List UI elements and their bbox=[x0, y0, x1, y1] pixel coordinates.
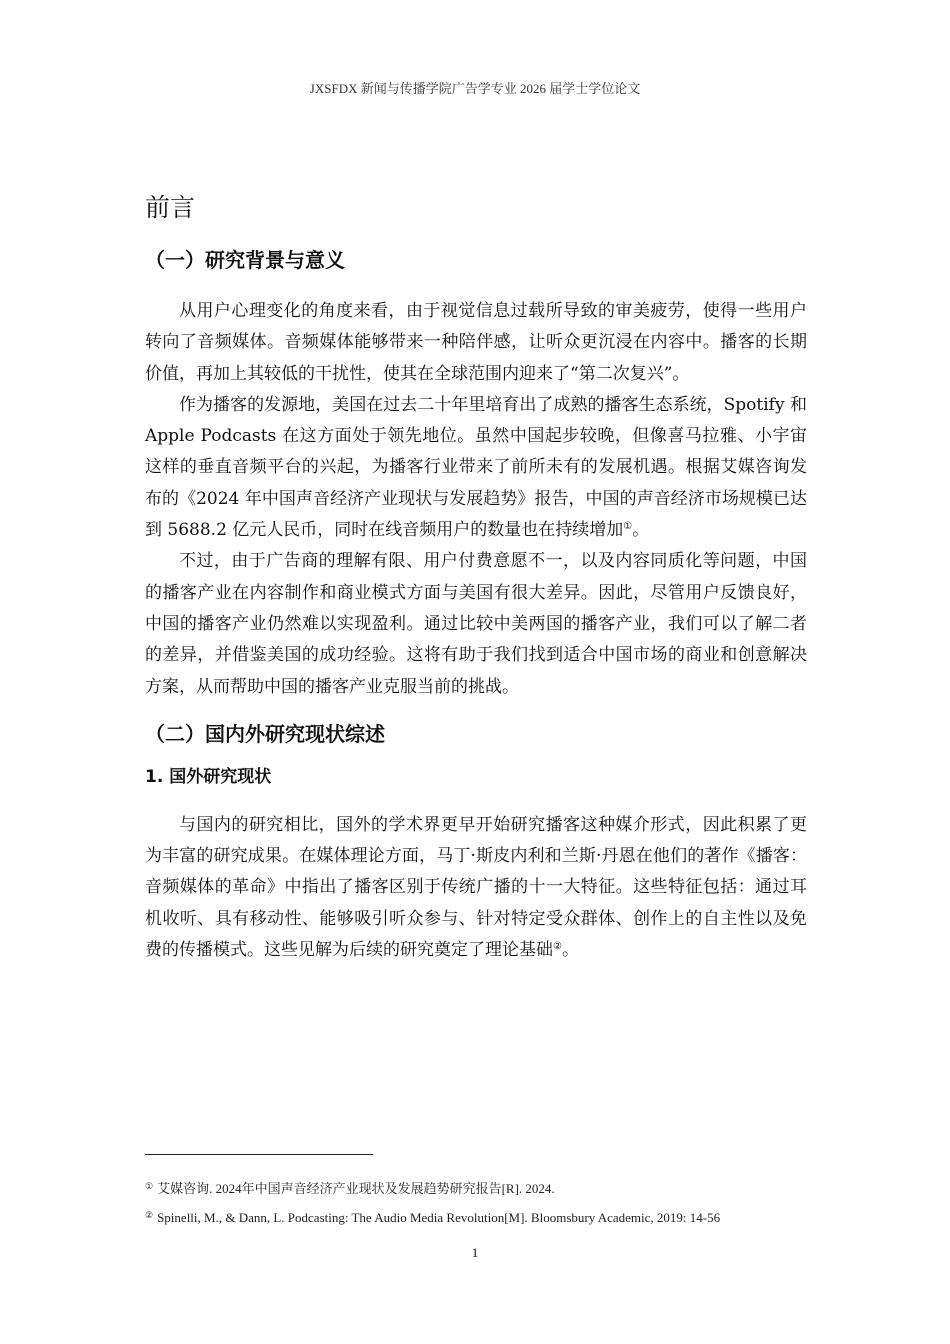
footnote-reference: ① bbox=[623, 521, 633, 533]
section-body-background bbox=[145, 296, 807, 703]
paragraph: 从用户心理变化的角度来看，由于视觉信息过载所导致的审美疲劳，使得一些用户转向了音频媒体。音频媒体能够带来一种陪伴感，让听众更沉浸在内容中。播客的长期价值，再加上其较低的干扰性，使其在全球范围内迎来了“第二次复兴”。 bbox=[145, 301, 807, 384]
paragraph-end: 。 bbox=[561, 940, 579, 961]
main-content bbox=[145, 188, 807, 966]
footnote-text: Spinelli, M., & Dann, L. Podcasting: The Audio Media Revolution[M]. Bloomsbury Academic, 2019: 14-56 bbox=[157, 1210, 721, 1225]
running-header: JXSFDX 新闻与传播学院广告学专业 2026 届学士学位论文 bbox=[309, 81, 641, 96]
paragraph: 不过，由于广告商的理解有限、用户付费意愿不一，以及内容同质化等问题，中国的播客产业在内容制作和商业模式方面与美国有很大差异。因此，尽管用户反馈良好，中国的播客产业仍然难以实现盈利。通过比较中美两国的播客产业，我们可以了解二者的差异，并借鉴美国的成功经验。这将有助于我们找到适合中国市场的商业和创意解决方案，从而帮助中国的播客产业克服当前的挑战。 bbox=[145, 551, 807, 697]
section-heading-literature-review: （二）国内外研究现状综述 bbox=[145, 721, 385, 746]
subsection-heading-foreign-research: 1. 国外研究现状 bbox=[145, 766, 272, 787]
chapter-title: 前言 bbox=[145, 193, 196, 222]
paragraph-text: 作为播客的发源地，美国在过去二十年里培育出了成熟的播客生态系统，Spotify 和 Apple Podcasts 在这方面处于领先地位。虽然中国起步较晚，但像喜马拉雅、小宇宙这样的垂直音频平台的兴起，为播客行业带来了前所未有的发展机遇。根据艾媒咨询发布的《2024 年中国声音经济产业现状与发展趋势》报告，中国的声音经济市场规模已达到 5688.2 亿元人民币，同时在线音频用户的数量也在持续增加 bbox=[145, 394, 807, 541]
footnote-mark: ① bbox=[145, 1181, 154, 1191]
paragraph-text: 与国内的研究相比，国外的学术界更早开始研究播客这种媒介形式，因此积累了更为丰富的研究成果。在媒体理论方面，马丁·斯皮内利和兰斯·丹恩在他们的著作《播客：音频媒体的革命》中指出了播客区别于传统广播的十一大特征。这些特征包括：通过耳机收听、具有移动性、能够吸引听众参与、针对特定受众群体、创作上的自主性以及免费的传播模式。这些见解为后续的研究奠定了理论基础 bbox=[145, 814, 807, 961]
footnote-mark: ② bbox=[145, 1210, 154, 1220]
footnote-divider bbox=[145, 1154, 373, 1155]
footnote-text: 艾媒咨询. 2024年中国声音经济产业现状及发展趋势研究报告[R]. 2024. bbox=[157, 1181, 555, 1196]
footnote-reference: ② bbox=[553, 941, 562, 953]
page-number: 1 bbox=[471, 1245, 479, 1260]
section-heading-background: （一）研究背景与意义 bbox=[145, 248, 345, 272]
paragraph bbox=[145, 390, 807, 546]
subsection-body-foreign-research bbox=[145, 810, 807, 966]
paragraph bbox=[145, 810, 807, 966]
paragraph-end: 。 bbox=[632, 520, 650, 541]
footnote bbox=[145, 1210, 825, 1226]
footnote bbox=[145, 1178, 825, 1197]
